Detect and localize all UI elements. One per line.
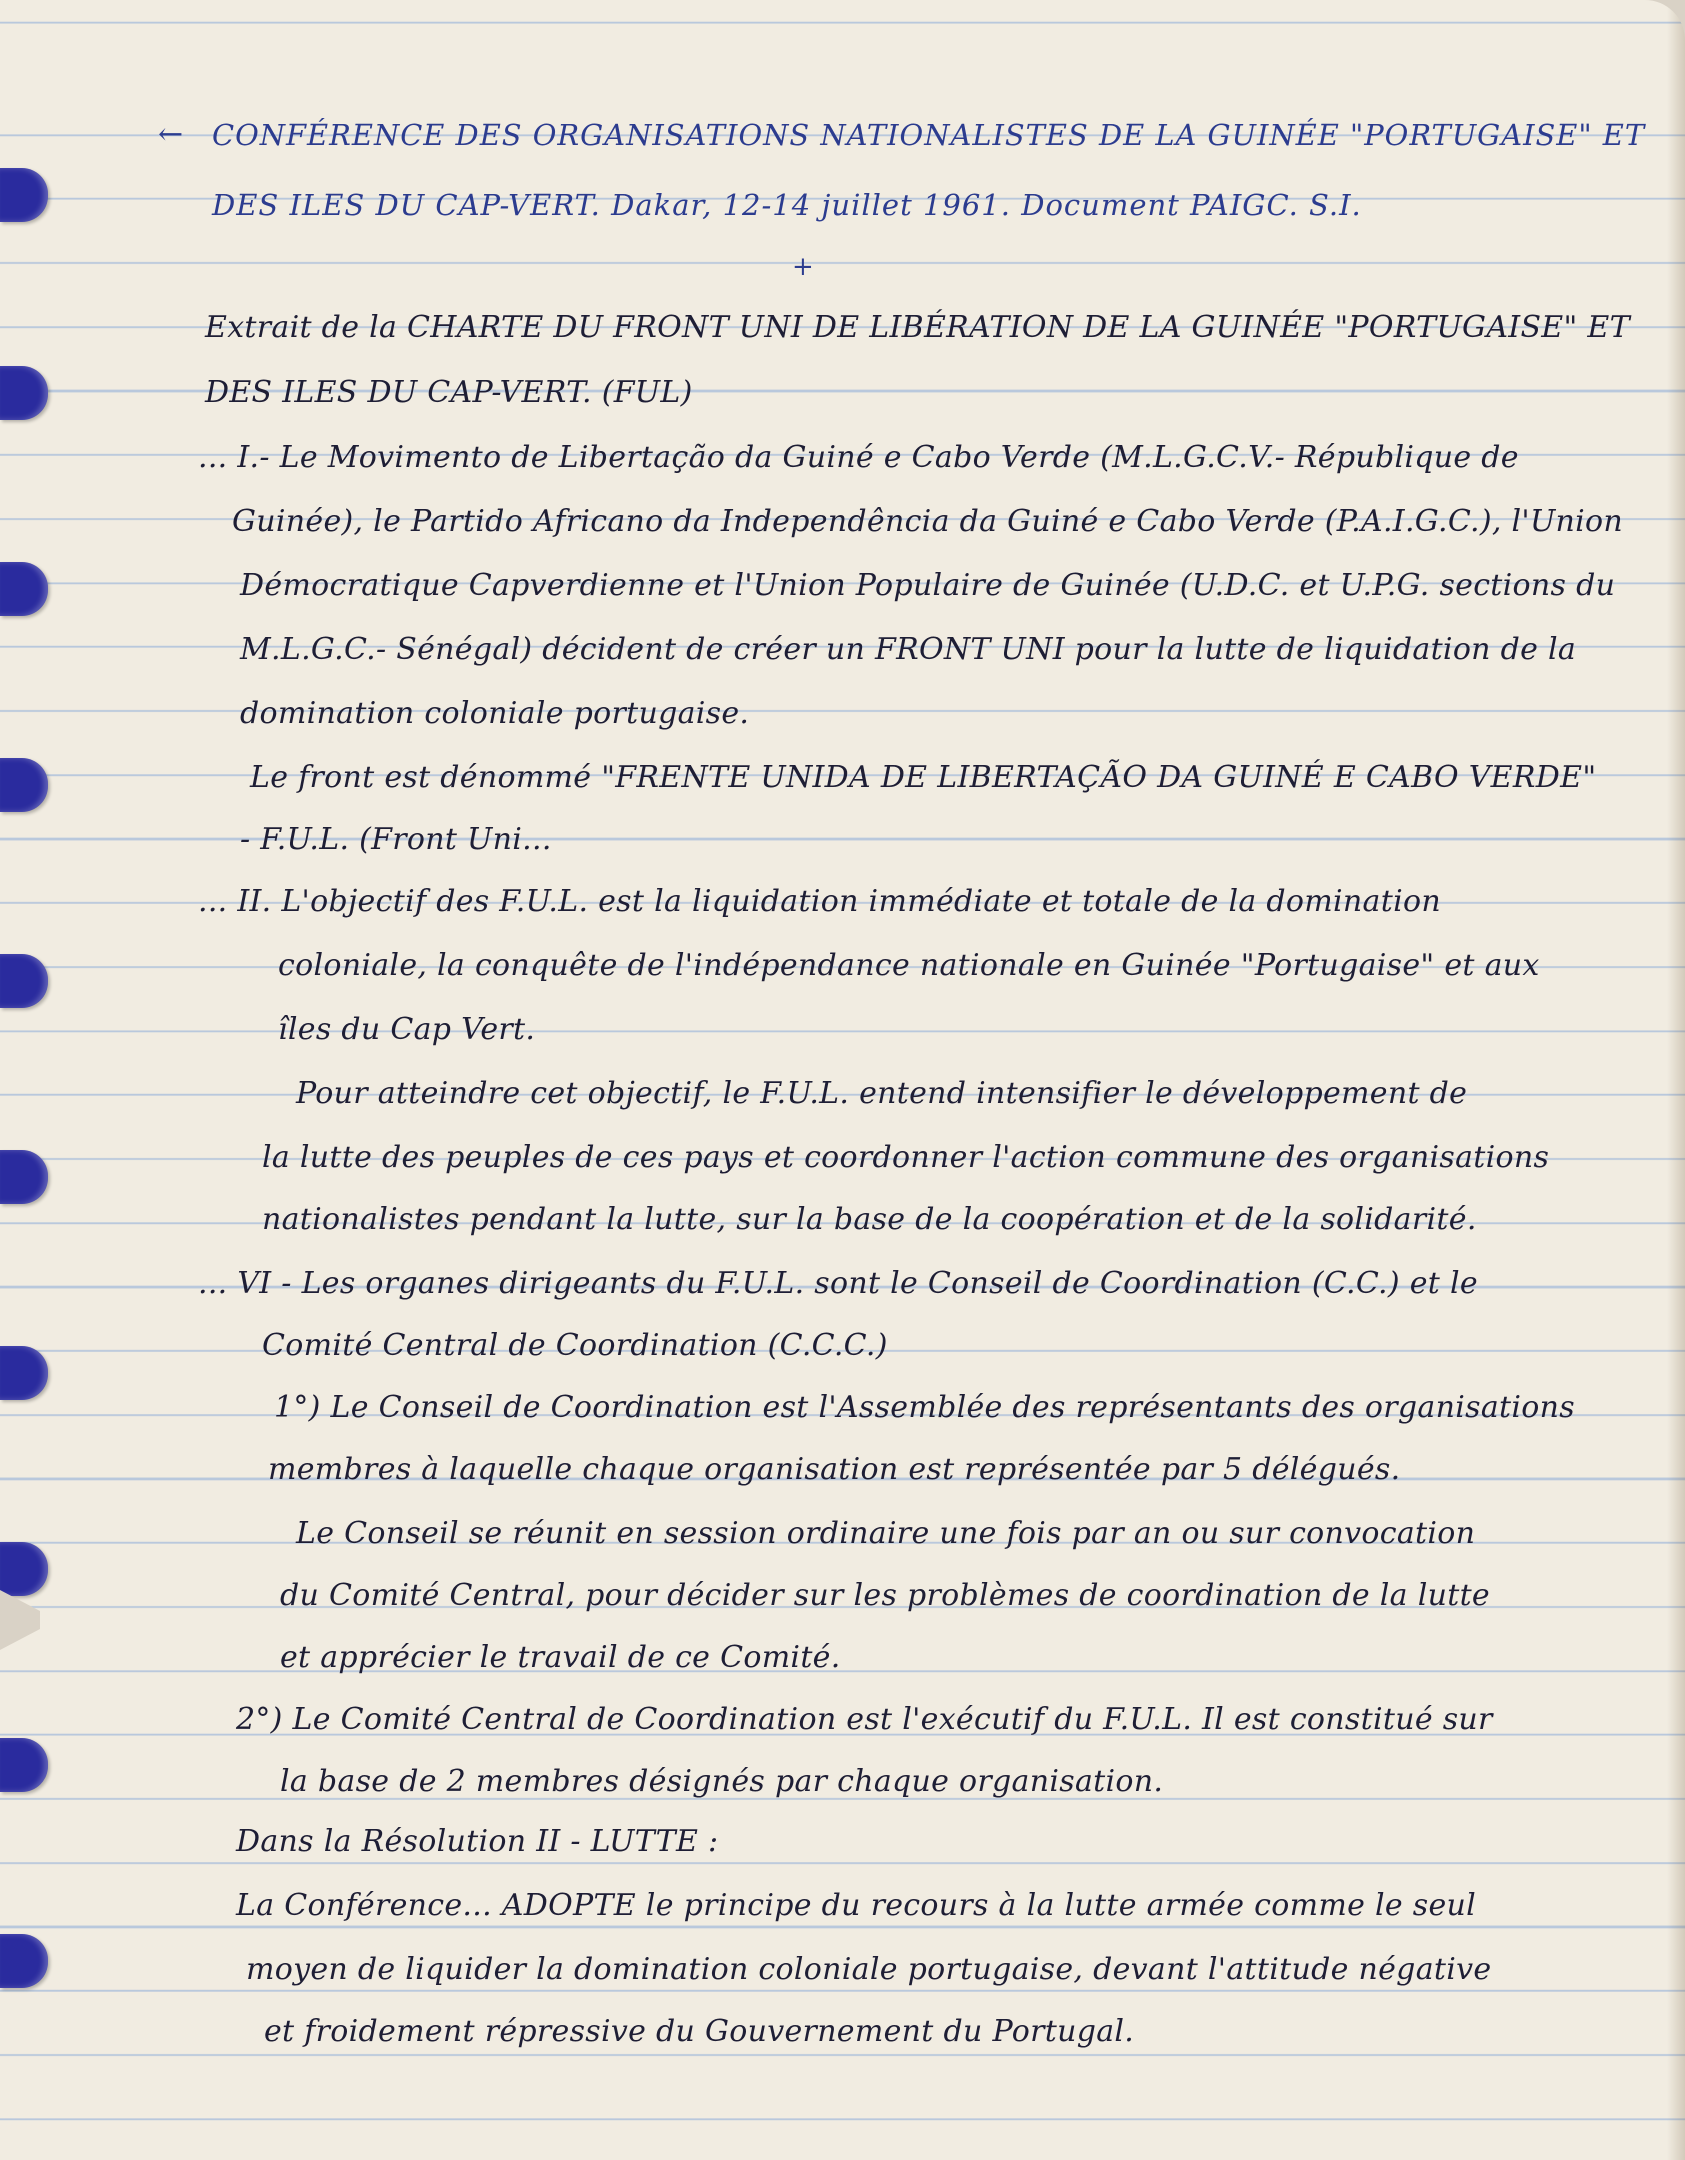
- text-line: DES ILES DU CAP-VERT. (FUL): [205, 375, 693, 410]
- text-line: ... VI - Les organes dirigeants du F.U.L. sont le Conseil de Coordination (C.C.) et le: [198, 1266, 1478, 1301]
- text-line: îles du Cap Vert.: [278, 1012, 536, 1047]
- text-line: Pour atteindre cet objectif, le F.U.L. entend intensifier le développement de: [296, 1076, 1468, 1111]
- text-line: 1°) Le Conseil de Coordination est l'Assemblée des représentants des organisations: [274, 1390, 1575, 1425]
- header-line-1: CONFÉRENCE DES ORGANISATIONS NATIONALISTES DE LA GUINÉE "PORTUGAISE" ET: [212, 118, 1646, 152]
- text-line: et froidement répressive du Gouvernement du Portugal.: [264, 2014, 1135, 2049]
- header-line-2: DES ILES DU CAP-VERT. Dakar, 12-14 juillet 1961. Document PAIGC. S.I.: [212, 188, 1362, 222]
- text-line: ... I.- Le Movimento de Libertação da Guiné e Cabo Verde (M.L.G.C.V.- République de: [198, 440, 1519, 475]
- text-line: domination coloniale portugaise.: [240, 696, 750, 731]
- arrow-icon: ←: [158, 117, 184, 152]
- text-line: Dans la Résolution II - LUTTE :: [236, 1824, 719, 1859]
- text-line: la lutte des peuples de ces pays et coordonner l'action commune des organisations: [262, 1140, 1550, 1175]
- text-line: La Conférence... ADOPTE le principe du recours à la lutte armée comme le seul: [236, 1888, 1477, 1923]
- text-line: M.L.G.C.- Sénégal) décident de créer un FRONT UNI pour la lutte de liquidation de la: [240, 632, 1577, 667]
- text-line: coloniale, la conquête de l'indépendance nationale en Guinée "Portugaise" et aux: [278, 948, 1540, 983]
- text-line: 2°) Le Comité Central de Coordination est l'exécutif du F.U.L. Il est constitué sur: [236, 1702, 1493, 1737]
- text-line: membres à laquelle chaque organisation est représentée par 5 délégués.: [268, 1452, 1401, 1487]
- text-line: ... II. L'objectif des F.U.L. est la liquidation immédiate et totale de la domination: [198, 884, 1441, 919]
- text-line: du Comité Central, pour décider sur les problèmes de coordination de la lutte: [280, 1578, 1490, 1613]
- text-line: Le Conseil se réunit en session ordinaire une fois par an ou sur convocation: [296, 1516, 1476, 1551]
- insertion-mark: +: [792, 252, 814, 282]
- text-line: - F.U.L. (Front Uni...: [240, 822, 552, 857]
- text-line: Guinée), le Partido Africano da Independência da Guiné e Cabo Verde (P.A.I.G.C.), l'Union: [232, 504, 1624, 539]
- text-line: nationalistes pendant la lutte, sur la base de la coopération et de la solidarité.: [262, 1202, 1477, 1237]
- text-line: Démocratique Capverdienne et l'Union Populaire de Guinée (U.D.C. et U.P.G. sections du: [240, 568, 1616, 603]
- text-line: la base de 2 membres désignés par chaque organisation.: [280, 1764, 1164, 1799]
- text-line: Comité Central de Coordination (C.C.C.): [262, 1328, 888, 1363]
- text-line: moyen de liquider la domination coloniale portugaise, devant l'attitude négative: [246, 1952, 1492, 1987]
- text-line: Le front est dénommé "FRENTE UNIDA DE LIBERTAÇÃO DA GUINÉ E CABO VERDE": [250, 760, 1597, 795]
- text-line: et apprécier le travail de ce Comité.: [280, 1640, 841, 1675]
- text-line: Extrait de la CHARTE DU FRONT UNI DE LIBÉRATION DE LA GUINÉE "PORTUGAISE" ET: [205, 310, 1630, 345]
